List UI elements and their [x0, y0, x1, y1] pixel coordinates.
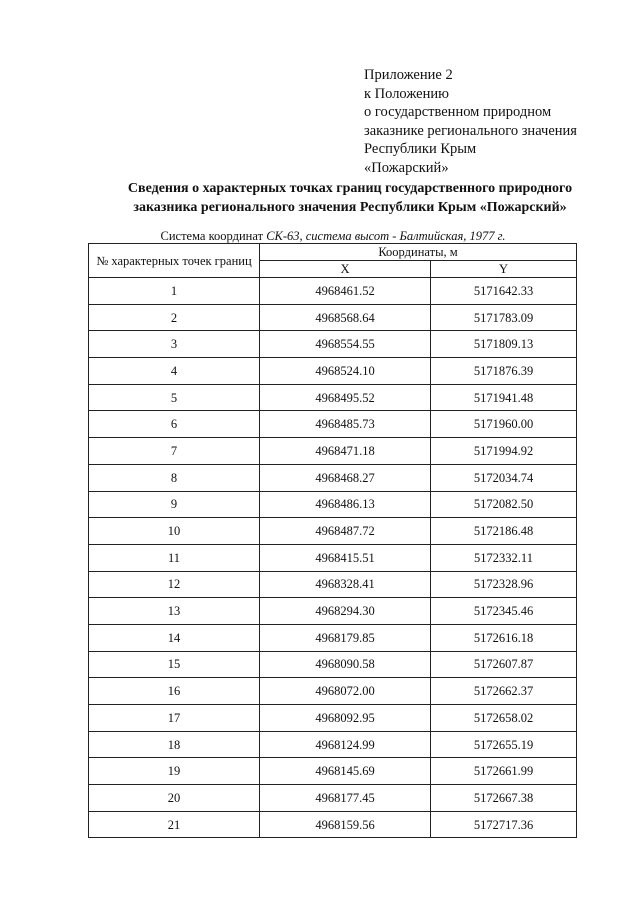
point-number-cell: 19: [89, 758, 260, 785]
table-row: [89, 731, 577, 758]
y-coordinate-cell: 5172655.19: [431, 731, 577, 758]
y-coordinate-cell: 5172658.02: [431, 705, 577, 732]
header-x: X: [260, 261, 431, 278]
y-coordinate-cell: 5171642.33: [431, 278, 577, 305]
table-row: [89, 358, 577, 385]
y-coordinate-cell: 5171809.13: [431, 331, 577, 358]
x-coordinate-cell: 4968145.69: [260, 758, 431, 785]
table-header-row: [89, 244, 577, 261]
table-row: [89, 544, 577, 571]
y-coordinate-cell: 5171783.09: [431, 304, 577, 331]
coordinate-system-caption: [90, 229, 576, 244]
y-coordinate-cell: 5172345.46: [431, 598, 577, 625]
appendix-line: Приложение 2: [364, 67, 453, 83]
point-number-cell: 9: [89, 491, 260, 518]
header-y: Y: [431, 261, 577, 278]
x-coordinate-cell: 4968554.55: [260, 331, 431, 358]
y-coordinate-cell: 5172667.38: [431, 785, 577, 812]
point-number-cell: 15: [89, 651, 260, 678]
x-coordinate-cell: 4968159.56: [260, 811, 431, 838]
y-coordinate-cell: 5172717.36: [431, 811, 577, 838]
table-row: [89, 278, 577, 305]
table-row: [89, 438, 577, 465]
table-row: [89, 518, 577, 545]
x-coordinate-cell: 4968090.58: [260, 651, 431, 678]
point-number-cell: 10: [89, 518, 260, 545]
appendix-line: заказнике регионального значения: [364, 122, 577, 139]
y-coordinate-cell: 5172661.99: [431, 758, 577, 785]
caption-system: СК-63, система высот - Балтийская, 1977 г.: [266, 229, 506, 243]
point-number-cell: 2: [89, 304, 260, 331]
appendix-line: о государственном природном: [364, 104, 552, 120]
document-title: [60, 180, 640, 217]
x-coordinate-cell: 4968524.10: [260, 358, 431, 385]
y-coordinate-cell: 5171941.48: [431, 384, 577, 411]
table-row: [89, 811, 577, 838]
header-point-number: № характерных точек границ: [89, 244, 260, 278]
y-coordinate-cell: 5171994.92: [431, 438, 577, 465]
x-coordinate-cell: 4968124.99: [260, 731, 431, 758]
title-line-1: Сведения о характерных точках границ государственного природного: [127, 181, 573, 196]
point-number-cell: 5: [89, 384, 260, 411]
table-row: [89, 785, 577, 812]
table-row: [89, 651, 577, 678]
appendix-header: [364, 66, 577, 177]
point-number-cell: 1: [89, 278, 260, 305]
x-coordinate-cell: 4968072.00: [260, 678, 431, 705]
table-row: [89, 571, 577, 598]
x-coordinate-cell: 4968092.95: [260, 705, 431, 732]
table-row: [89, 304, 577, 331]
point-number-cell: 11: [89, 544, 260, 571]
y-coordinate-cell: 5172332.11: [431, 544, 577, 571]
point-number-cell: 13: [89, 598, 260, 625]
table-row: [89, 678, 577, 705]
table-body: [89, 278, 577, 838]
x-coordinate-cell: 4968485.73: [260, 411, 431, 438]
point-number-cell: 6: [89, 411, 260, 438]
table-row: [89, 758, 577, 785]
point-number-cell: 20: [89, 785, 260, 812]
x-coordinate-cell: 4968487.72: [260, 518, 431, 545]
point-number-cell: 7: [89, 438, 260, 465]
point-number-cell: 3: [89, 331, 260, 358]
y-coordinate-cell: 5172034.74: [431, 464, 577, 491]
table-row: [89, 411, 577, 438]
appendix-line: «Пожарский»: [364, 159, 449, 176]
x-coordinate-cell: 4968468.27: [260, 464, 431, 491]
caption-prefix: Система координат: [160, 229, 267, 243]
y-coordinate-cell: 5172186.48: [431, 518, 577, 545]
appendix-line: Республики Крым: [364, 141, 477, 157]
header-coordinates: Координаты, м: [260, 244, 577, 261]
y-coordinate-cell: 5172616.18: [431, 624, 577, 651]
y-coordinate-cell: 5172607.87: [431, 651, 577, 678]
x-coordinate-cell: 4968177.45: [260, 785, 431, 812]
table-row: [89, 384, 577, 411]
x-coordinate-cell: 4968294.30: [260, 598, 431, 625]
point-number-cell: 18: [89, 731, 260, 758]
point-number-cell: 4: [89, 358, 260, 385]
x-coordinate-cell: 4968471.18: [260, 438, 431, 465]
point-number-cell: 17: [89, 705, 260, 732]
title-line-2: заказника регионального значения Республики Крым «Пожарский»: [133, 199, 567, 215]
x-coordinate-cell: 4968461.52: [260, 278, 431, 305]
point-number-cell: 8: [89, 464, 260, 491]
point-number-cell: 21: [89, 811, 260, 838]
appendix-line: к Положению: [364, 85, 449, 102]
y-coordinate-cell: 5171960.00: [431, 411, 577, 438]
table-row: [89, 464, 577, 491]
x-coordinate-cell: 4968495.52: [260, 384, 431, 411]
point-number-cell: 16: [89, 678, 260, 705]
table-row: [89, 705, 577, 732]
point-number-cell: 14: [89, 624, 260, 651]
table-row: [89, 598, 577, 625]
x-coordinate-cell: 4968179.85: [260, 624, 431, 651]
table-row: [89, 624, 577, 651]
y-coordinate-cell: 5171876.39: [431, 358, 577, 385]
y-coordinate-cell: 5172328.96: [431, 571, 577, 598]
x-coordinate-cell: 4968328.41: [260, 571, 431, 598]
x-coordinate-cell: 4968415.51: [260, 544, 431, 571]
x-coordinate-cell: 4968568.64: [260, 304, 431, 331]
table-row: [89, 331, 577, 358]
table-row: [89, 491, 577, 518]
x-coordinate-cell: 4968486.13: [260, 491, 431, 518]
y-coordinate-cell: 5172082.50: [431, 491, 577, 518]
y-coordinate-cell: 5172662.37: [431, 678, 577, 705]
coordinates-table: [88, 243, 577, 838]
point-number-cell: 12: [89, 571, 260, 598]
